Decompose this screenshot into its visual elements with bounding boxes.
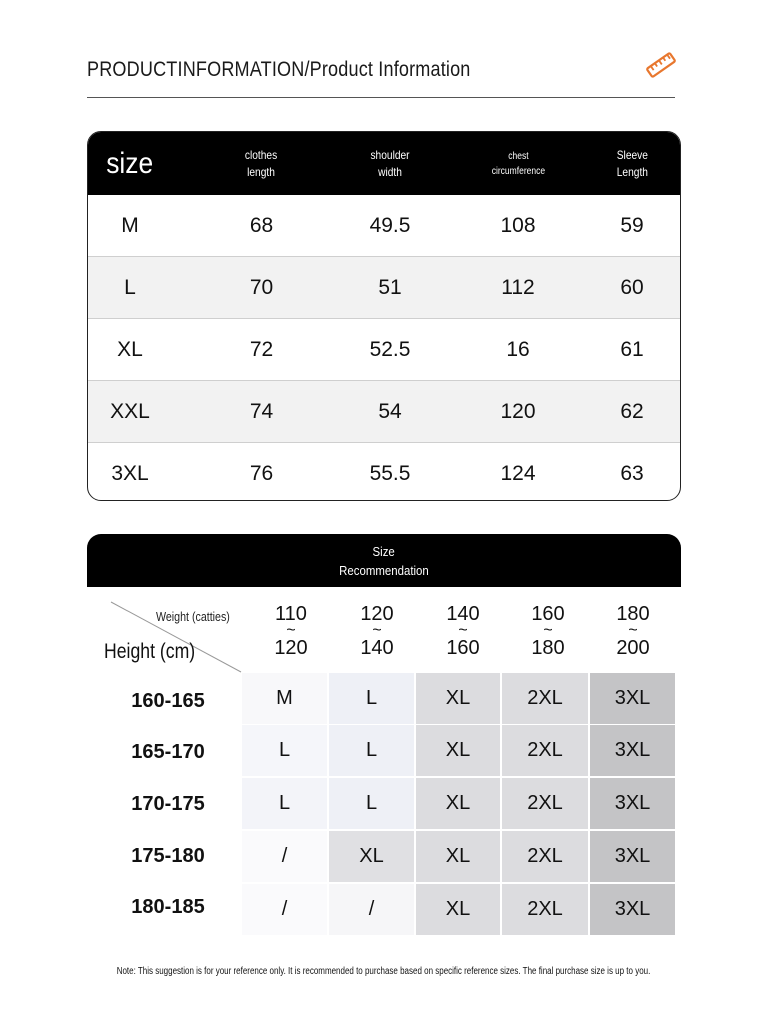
value-cell: 68 (249, 213, 274, 237)
weight-to: 200 (616, 637, 650, 659)
table-row (88, 195, 680, 256)
disclaimer-text: Note: This suggestion is for your reference only. It is recommended to purchase based on specific reference sizes. The final purchase size is up to you. (117, 966, 651, 977)
column-header-line: shoulder (370, 147, 410, 162)
column-header-chest-circumference (454, 132, 582, 195)
recommendation-cell: XL (415, 777, 501, 830)
size-cell: M (121, 213, 139, 237)
size-table-body (88, 195, 680, 501)
table-row (88, 318, 680, 380)
value-cell: 51 (378, 275, 402, 299)
height-range-label: 160-165 (131, 690, 205, 712)
weight-to: 120 (274, 637, 308, 659)
recommendation-cell: XL (415, 830, 501, 883)
recommendation-cell: L (241, 777, 328, 830)
weight-from: 120 (360, 603, 394, 625)
weight-separator: ~ (543, 622, 553, 639)
value-cell: 124 (500, 461, 536, 485)
weight-axis-label: Weight (catties) (156, 609, 230, 624)
column-header-line: chest (507, 150, 529, 162)
weight-separator: ~ (372, 622, 382, 639)
weight-separator: ~ (628, 622, 638, 639)
value-cell: 62 (620, 399, 644, 423)
value-cell: 55.5 (369, 461, 411, 485)
recommendation-cell: XL (415, 883, 501, 936)
height-range-label: 170-175 (131, 793, 205, 815)
value-cell: 76 (249, 461, 274, 485)
recommendation-cell: 3XL (589, 830, 676, 883)
value-cell: 60 (620, 275, 644, 299)
weight-range-header (248, 604, 334, 658)
value-cell: 63 (620, 461, 644, 485)
height-range-label: 175-180 (131, 845, 205, 867)
weight-range-header (334, 604, 420, 658)
recommendation-cell: XL (415, 672, 501, 725)
height-axis-label: Height (cm) (104, 640, 196, 663)
size-cell: 3XL (111, 461, 149, 485)
size-cell: L (124, 275, 136, 299)
value-cell: 52.5 (369, 337, 411, 361)
recommendation-cell: XL (415, 724, 501, 777)
value-cell: 112 (501, 275, 535, 299)
recommendation-header (87, 534, 681, 587)
column-header-clothes-length (199, 132, 324, 195)
recommendation-cell: L (328, 777, 415, 830)
recommendation-cell: / (241, 830, 328, 883)
recommendation-cell: 2XL (501, 724, 589, 777)
column-header-line: width (378, 164, 402, 179)
size-cell: XXL (110, 399, 150, 423)
column-header-shoulder-width (326, 132, 454, 195)
recommendation-cell: XL (328, 830, 415, 883)
height-range-label: 165-170 (131, 741, 205, 763)
page-title: PRODUCTINFORMATION/Product Information (87, 58, 471, 81)
table-row (88, 380, 680, 442)
weight-from: 140 (446, 603, 480, 625)
size-header-cell (88, 132, 172, 195)
size-table-header (88, 132, 680, 195)
weight-from: 110 (275, 603, 307, 625)
table-row (88, 442, 680, 501)
weight-to: 160 (446, 637, 480, 659)
recommendation-cell: L (328, 724, 415, 777)
recommendation-cell: 3XL (589, 672, 676, 725)
size-cell: XL (117, 337, 143, 361)
recommendation-title-line: Recommendation (339, 562, 429, 578)
recommendation-cell: L (241, 724, 328, 777)
column-header-line: length (247, 164, 276, 179)
column-header-line: clothes (245, 147, 278, 162)
column-header-line: Sleeve (616, 147, 648, 162)
weight-to: 180 (531, 637, 565, 659)
header-divider (87, 97, 675, 98)
recommendation-cell: 2XL (501, 830, 589, 883)
value-cell: 54 (378, 399, 402, 423)
column-header-sleeve-length (582, 132, 681, 195)
recommendation-cell: 3XL (589, 883, 676, 936)
size-table (87, 131, 681, 501)
recommendation-cell: M (241, 672, 328, 725)
weight-from: 180 (616, 603, 650, 625)
recommendation-cell: 2XL (501, 672, 589, 725)
weight-to: 140 (360, 637, 394, 659)
weight-separator: ~ (286, 622, 296, 639)
value-cell: 59 (620, 213, 644, 237)
weight-range-header (420, 604, 506, 658)
recommendation-cell: / (241, 883, 328, 936)
size-column-label: size (106, 146, 154, 180)
column-header-line: circumference (491, 165, 545, 177)
recommendation-cell: 2XL (501, 777, 589, 830)
recommendation-title-line: Size (372, 543, 396, 559)
value-cell: 49.5 (369, 213, 411, 237)
recommendation-cell: 2XL (501, 883, 589, 936)
value-cell: 120 (500, 399, 536, 423)
value-cell: 72 (249, 337, 274, 361)
disclaimer-note (0, 966, 768, 977)
weight-range-header (590, 604, 676, 658)
recommendation-cell: L (328, 672, 415, 725)
weight-range-header (505, 604, 591, 658)
value-cell: 74 (249, 399, 274, 423)
ruler-icon (644, 50, 678, 80)
value-cell: 108 (500, 213, 536, 237)
column-header-line: Length (616, 164, 648, 179)
value-cell: 61 (620, 337, 644, 361)
recommendation-cell: 3XL (589, 724, 676, 777)
weight-separator: ~ (458, 622, 468, 639)
value-cell: 16 (506, 337, 530, 361)
height-range-label: 180-185 (131, 896, 205, 918)
value-cell: 70 (249, 275, 274, 299)
recommendation-cell: / (328, 883, 415, 936)
weight-from: 160 (531, 603, 565, 625)
recommendation-cell: 3XL (589, 777, 676, 830)
table-row (88, 256, 680, 318)
